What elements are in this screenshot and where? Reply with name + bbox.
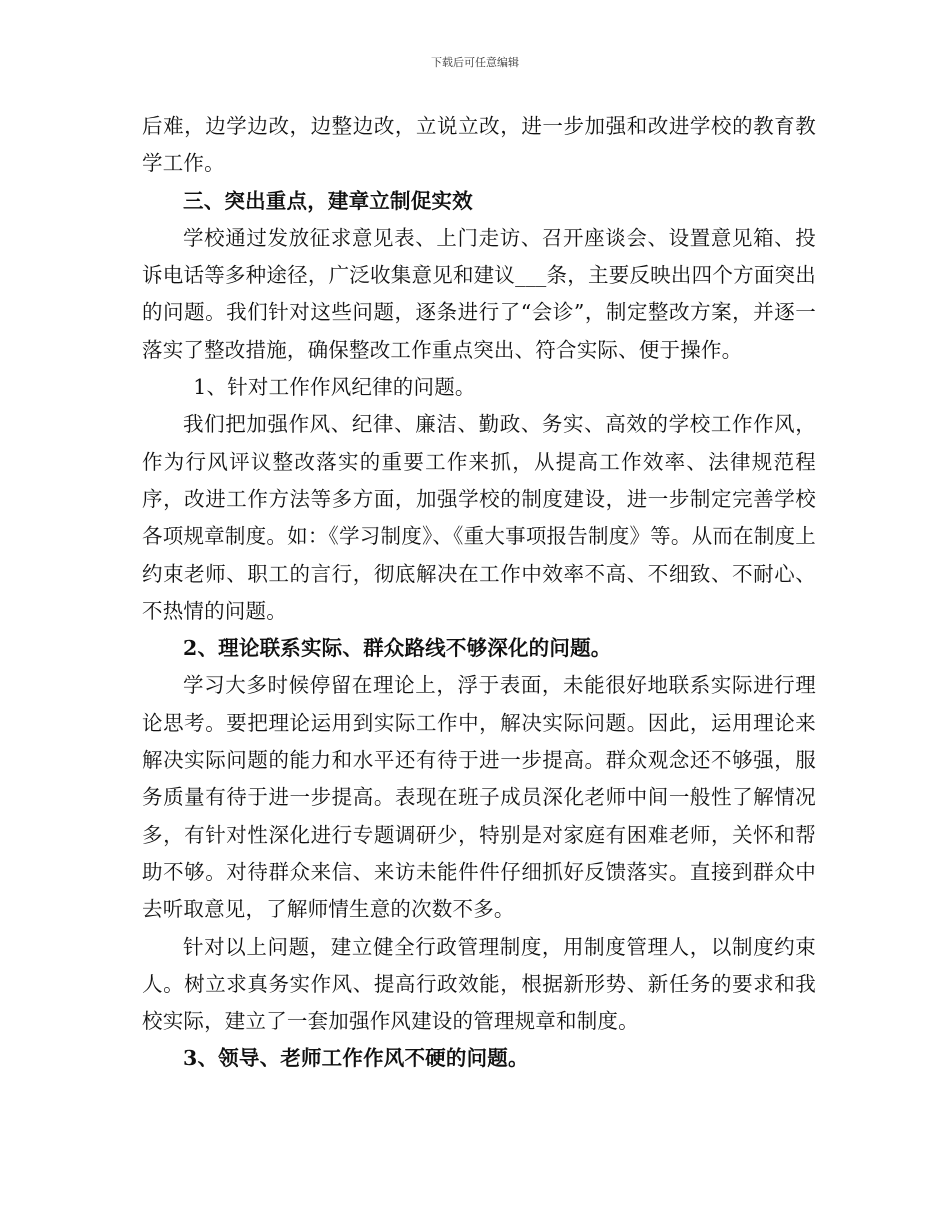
paragraph-work-style: 我们把加强作风、纪律、廉洁、勤政、务实、高效的学校工作作风，作为行风评议整改落实的重要工作来抓，从提高工作效率、法律规范程序，改进工作方法等多方面，加强学校的制度建设，进一步制定完善学校各项规章制度。如：《学习制度》、《重大事项报告制度》等。从而在制度上约束老师、职工的言行，彻底解决在工作中效率不高、不细致、不耐心、不热情的问题。: [142, 412, 816, 623]
paragraph-management-system: 针对以上问题，建立健全行政管理制度，用制度管理人，以制度约束人。树立求真务实作风、提高行政效能，根据新形势、新任务的要求和我校实际，建立了一套加强作风建设的管理规章和制度。: [142, 934, 816, 1034]
page-header-note: 下载后可任意编辑: [431, 56, 519, 69]
paragraph-continuation: 后难，边学边改，边整边改，立说立改，进一步加强和改进学校的教育教学工作。: [142, 114, 816, 176]
subheading-1: 1、针对工作作风纪律的问题。: [193, 375, 476, 400]
section-heading-3: 三、突出重点，建章立制促实效: [183, 188, 473, 213]
subheading-2: 2、理论联系实际、群众路线不够深化的问题。: [183, 636, 612, 661]
document-body: [142, 108, 816, 1078]
subheading-3: 3、领导、老师工作作风不硬的问题。: [183, 1046, 529, 1071]
paragraph-theory-practice: 学习大多时候停留在理论上，浮于表面，未能很好地联系实际进行理论思考。要把理论运用到实际工作中，解决实际问题。因此，运用理论来解决实际问题的能力和水平还有待于进一步提高。群众观念还不够强，服务质量有待于进一步提高。表现在班子成员深化老师中间一般性了解情况多，有针对性深化进行专题调研少，特别是对家庭有困难老师，关怀和帮助不够。对待群众来信、来访未能件件仔细抓好反馈落实。直接到群众中去听取意见，了解师情生意的次数不多。: [142, 673, 816, 922]
paragraph-feedback-collection: 学校通过发放征求意见表、上门走访、召开座谈会、设置意见箱、投诉电话等多种途径，广泛收集意见和建议___条，主要反映出四个方面突出的问题。我们针对这些问题，逐条进行了“会诊”，制定整改方案，并逐一落实了整改措施，确保整改工作重点突出、符合实际、便于操作。: [142, 225, 816, 362]
